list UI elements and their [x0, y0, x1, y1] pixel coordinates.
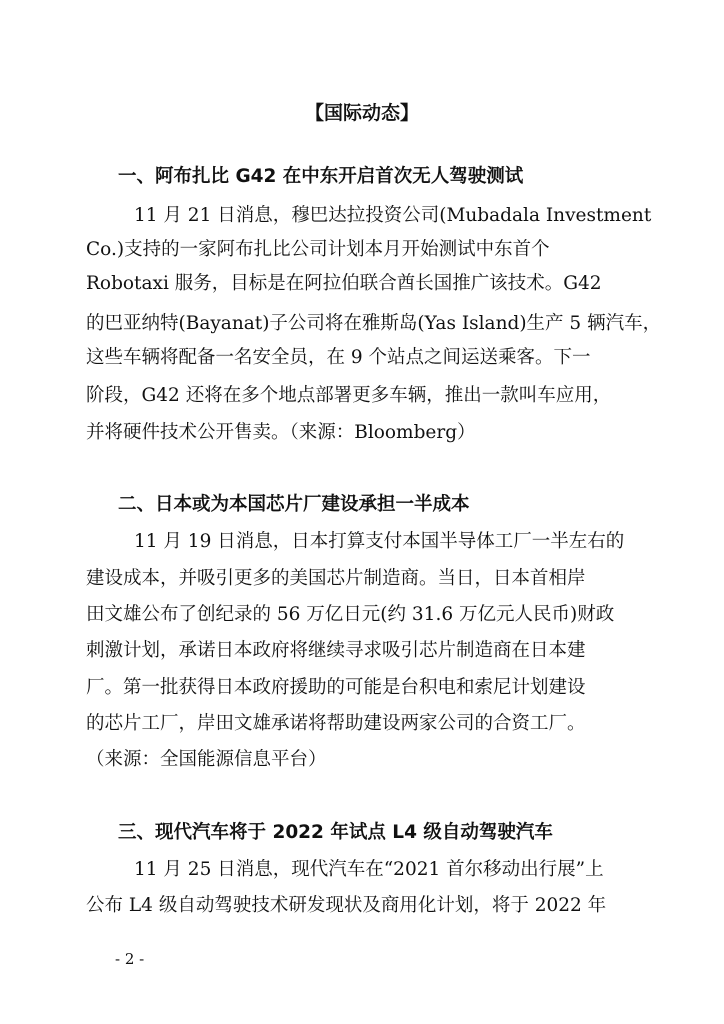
article-1-line-4: 的巴亚纳特(Bayanat)子公司将在雅斯岛(Yas Island)生产 5 辆汽车，: [86, 313, 662, 334]
article-2-line-3: 田文雄公布了创纪录的 56 万亿日元(约 31.6 万亿元人民币)财政: [86, 604, 615, 625]
article-1-line-2: Co.)支持的一家阿布扎比公司计划本月开始测试中东首个: [86, 239, 550, 260]
article-1-line-5: 这些车辆将配备一名安全员，在 9 个站点之间运送乘客。下一: [86, 347, 591, 368]
article-2-line-7: （来源：全国能源信息平台）: [86, 749, 327, 770]
article-3-line-1: 11 月 25 日消息，现代汽车在“2021 首尔移动出行展”上: [134, 859, 604, 880]
section-title: 【国际动态】: [304, 102, 419, 124]
article-2-line-2: 建设成本，并吸引更多的美国芯片制造商。当日，日本首相岸: [86, 568, 586, 589]
article-1-line-1: 11 月 21 日消息，穆巴达拉投资公司(Mubadala Investment: [134, 205, 652, 226]
article-1-line-3: Robotaxi 服务，目标是在阿拉伯联合酋长国推广该技术。G42: [86, 273, 602, 294]
article-2-line-6: 的芯片工厂，岸田文雄承诺将帮助建设两家公司的合资工厂。: [86, 713, 586, 734]
article-1-heading: 一、阿布扎比 G42 在中东开启首次无人驾驶测试: [118, 166, 524, 187]
page-number: - 2 -: [115, 950, 145, 968]
article-2-line-1: 11 月 19 日消息，日本打算支付本国半导体工厂一半左右的: [134, 531, 625, 552]
article-2-line-5: 厂。第一批获得日本政府援助的可能是台积电和索尼计划建设: [86, 677, 586, 698]
article-2-heading: 二、日本或为本国芯片厂建设承担一半成本: [118, 494, 470, 515]
article-2-line-4: 刺激计划，承诺日本政府将继续寻求吸引芯片制造商在日本建: [86, 640, 586, 661]
article-3-heading: 三、现代汽车将于 2022 年试点 L4 级自动驾驶汽车: [118, 822, 553, 843]
article-1-line-7: 并将硬件技术公开售卖。（来源：Bloomberg）: [86, 422, 476, 443]
article-3-line-2: 公布 L4 级自动驾驶技术研发现状及商用化计划，将于 2022 年: [86, 895, 607, 916]
article-1-line-6: 阶段，G42 还将在多个地点部署更多车辆，推出一款叫车应用，: [86, 385, 612, 406]
